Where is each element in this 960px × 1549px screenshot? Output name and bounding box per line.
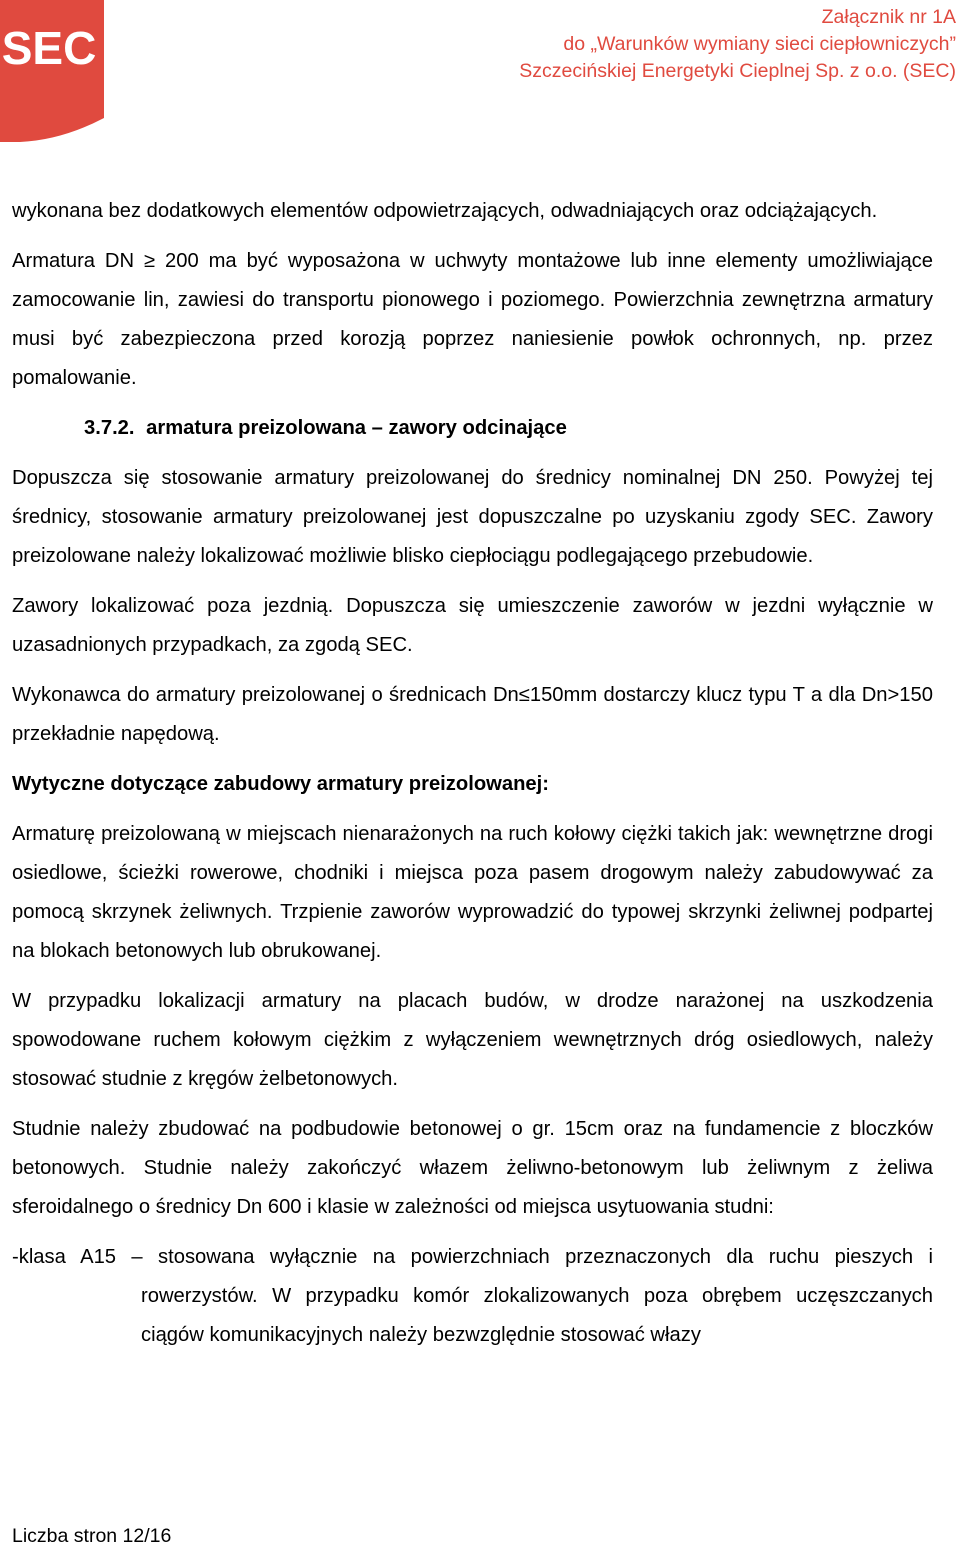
paragraph-3: Dopuszcza się stosowanie armatury preizolowanej do średnicy nominalnej DN 250. Powyżej tej średnicy, stosowanie armatury preizolowanej jest dopuszczalne po uzyskaniu zgody SEC. Zawory preizolowane należy lokalizować możliwie blisko ciepłociągu podlegającego przebudowie. xyxy=(12,467,933,567)
document-body xyxy=(12,192,933,1355)
paragraph-2: Armatura DN ≥ 200 ma być wyposażona w uchwyty montażowe lub inne elementy umożliwiające zamocowanie lin, zawiesi do transportu pionowego i poziomego. Powierzchnia zewnętrzna armatury musi być zabezpieczona przed korozją poprzez naniesienie powłok ochronnych, np. przez pomalowanie. xyxy=(12,250,933,389)
paragraph-7: W przypadku lokalizacji armatury na placach budów, w drodze narażonej na uszkodzenia spowodowane ruchem kołowym ciężkim z wyłączeniem wewnętrznych dróg osiedlowych, należy stosować studnie z kręgów żelbetonowych. xyxy=(12,990,933,1090)
section-title: armatura preizolowana – zawory odcinające xyxy=(146,417,567,439)
header-document-title: do „Warunków wymiany sieci ciepłowniczych” xyxy=(563,33,956,55)
page-count: Liczba stron 12/16 xyxy=(12,1525,172,1547)
document-header xyxy=(519,4,956,85)
sec-logo-graphic xyxy=(0,0,104,142)
list-item-a15: -klasa A15 – stosowana wyłącznie na powierzchniach przeznaczonych dla ruchu pieszych i rowerzystów. W przypadku komór zlokalizowanych poza obrębem uczęszczanych ciągów komunikacyjnych należy bezwzględnie stosować włazy xyxy=(12,1246,933,1346)
sec-logo xyxy=(0,0,104,142)
paragraph-5: Wykonawca do armatury preizolowanej o średnicach Dn≤150mm dostarczy klucz typu T a dla Dn>150 przekładnie napędową. xyxy=(12,684,933,745)
header-company-name: Szczecińskiej Energetyki Cieplnej Sp. z o.o. (SEC) xyxy=(519,60,956,82)
paragraph-8: Studnie należy zbudować na podbudowie betonowej o gr. 15cm oraz na fundamencie z bloczków betonowych. Studnie należy zakończyć włazem żeliwno-betonowym lub żeliwnym z żeliwa sferoidalnego o średnicy Dn 600 i klasie w zależności od miejsca usytuowania studni: xyxy=(12,1118,933,1218)
sec-logo-text: SEC xyxy=(1,22,97,74)
header-attachment-label: Załącznik nr 1A xyxy=(821,6,956,28)
section-number: 3.7.2. xyxy=(84,417,135,439)
paragraph-6: Armaturę preizolowaną w miejscach nienarażonych na ruch kołowy ciężki takich jak: wewnętrzne drogi osiedlowe, ścieżki rowerowe, chodniki i miejsca poza pasem drogowym należy zabudowywać za pomocą skrzynek żeliwnych. Trzpienie zaworów wyprowadzić do typowej skrzynki żeliwnej podpartej na blokach betonowych lub obrukowanej. xyxy=(12,823,933,962)
paragraph-1: wykonana bez dodatkowych elementów odpowietrzających, odwadniających oraz odciążających. xyxy=(12,200,878,222)
guidelines-heading: Wytyczne dotyczące zabudowy armatury preizolowanej: xyxy=(12,773,549,795)
section-heading xyxy=(12,409,933,448)
paragraph-4: Zawory lokalizować poza jezdnią. Dopuszcza się umieszczenie zaworów w jezdni wyłącznie w uzasadnionych przypadkach, za zgodą SEC. xyxy=(12,595,933,656)
